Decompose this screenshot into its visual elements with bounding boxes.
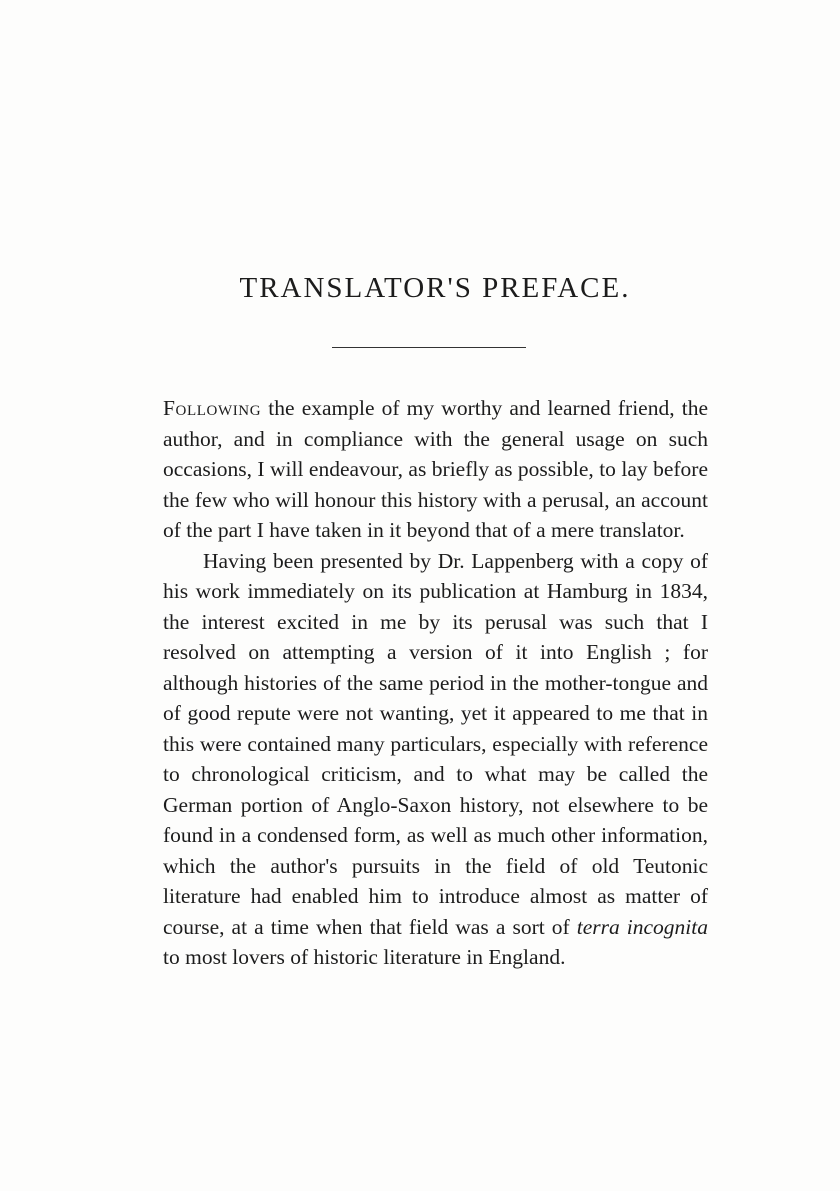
lead-in-word: Following xyxy=(163,396,262,420)
page-title: TRANSLATOR'S PREFACE. xyxy=(239,272,631,304)
paragraph-2 xyxy=(163,546,708,973)
title-divider xyxy=(332,347,526,348)
paragraph-1-text: the example of my worthy and learned friend, the author, and in compliance with the general usage on such occasions, I will endeavour, as briefly as possible, to lay before the few who will honour this history with a perusal, an account of the part I have taken in it beyond that of a mere translator. xyxy=(163,396,708,542)
paragraph-1 xyxy=(163,393,708,546)
paragraph-2-text-end: to most lovers of historic literature in England. xyxy=(163,945,566,969)
paragraph-2-text-start: Having been presented by Dr. Lappenberg with a copy of his work immediately on its publication at Hamburg in 1834, the interest excited in me by its perusal was such that I resolved on attempting a version of it into English ; for although histories of the same period in the mother-tongue and of good repute were not wanting, yet it appeared to me that in this were contained many particulars, especially with reference to chronological criticism, and to what may be called the German portion of Anglo-Saxon history, not elsewhere to be found in a condensed form, as well as much other information, which the author's pursuits in the field of old Teutonic literature had enabled him to introduce almost as matter of course, at a time when that field was a sort of xyxy=(163,548,708,939)
preface-body xyxy=(163,393,708,973)
italic-phrase: terra incognita xyxy=(576,914,709,939)
